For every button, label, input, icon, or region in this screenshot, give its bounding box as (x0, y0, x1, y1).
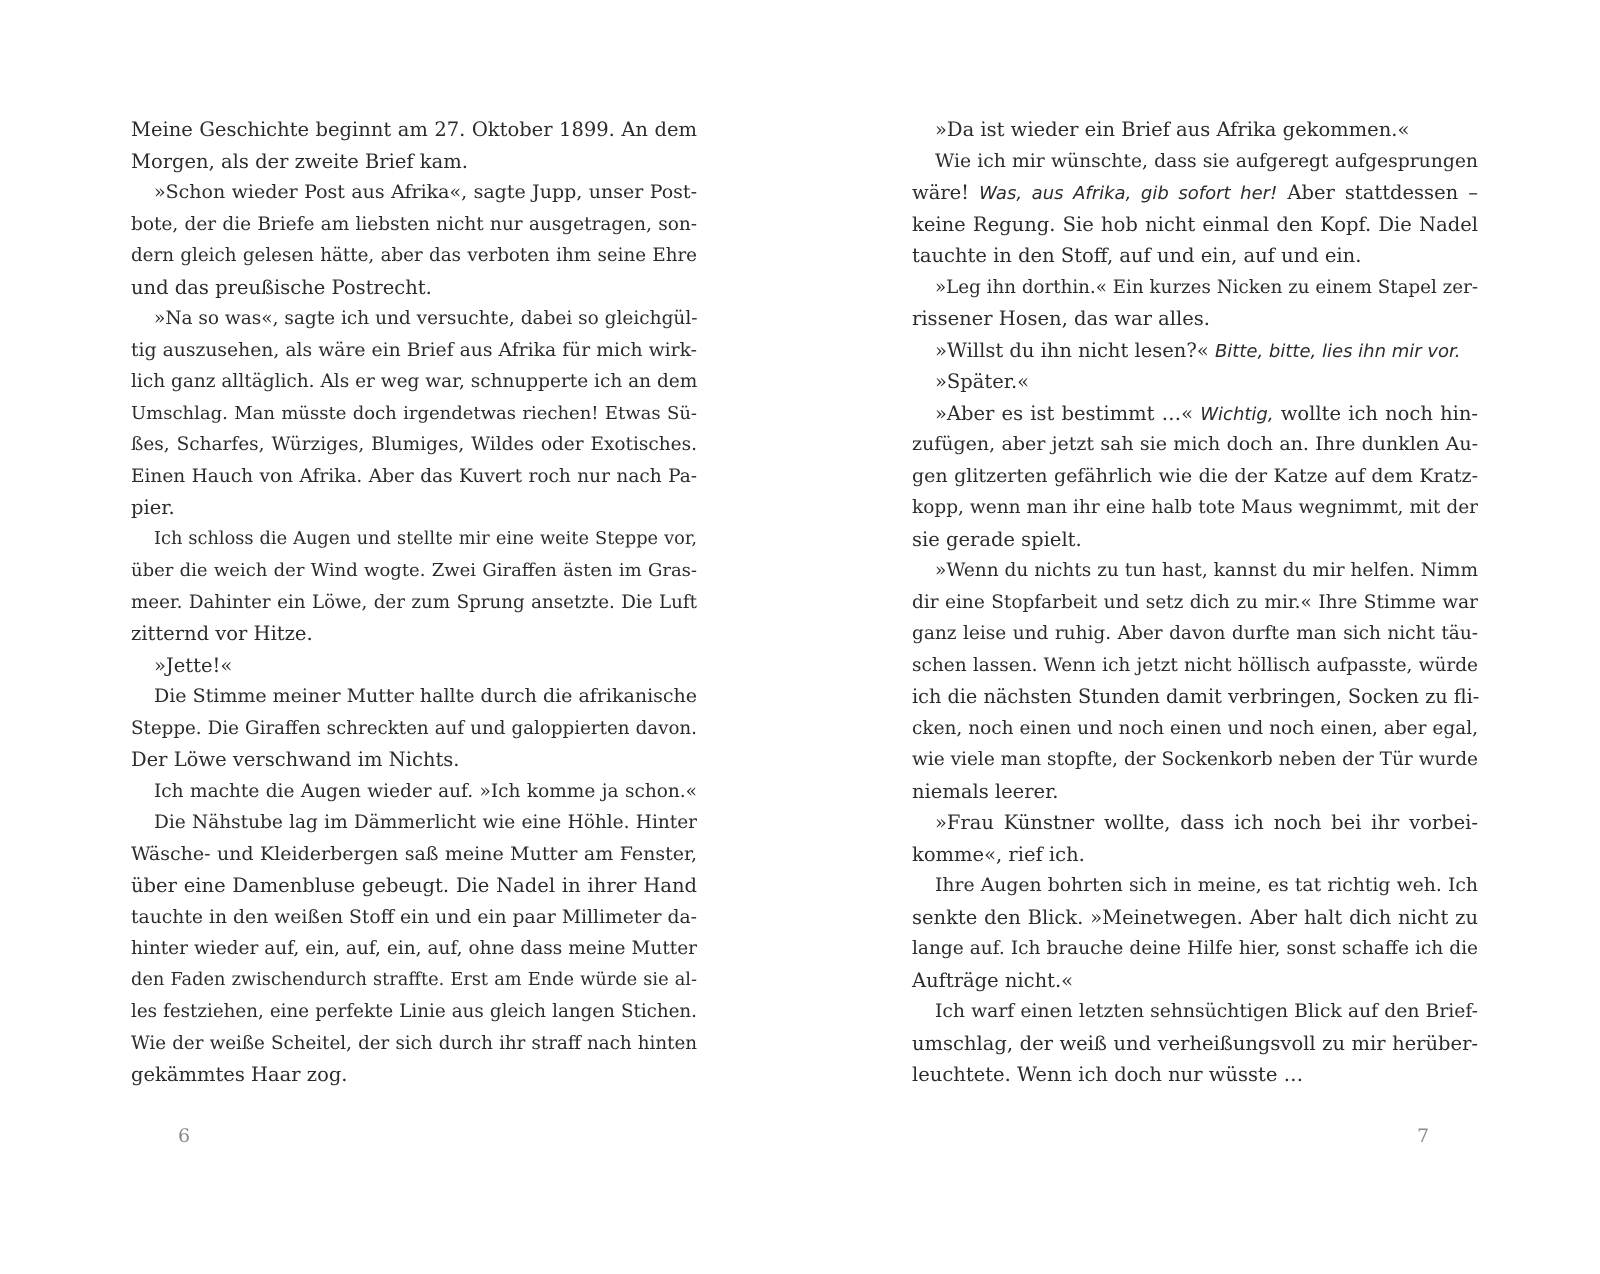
text-line (912, 744, 1478, 776)
text-line (912, 398, 1478, 430)
text-line (912, 146, 1478, 178)
text-run: keine Regung. Sie hob nicht einmal den Kopf. Die Nadel (912, 212, 1478, 236)
text-line (912, 681, 1478, 713)
text-run: Ihre Augen bohrten sich in meine, es tat richtig weh. Ich (935, 875, 1478, 896)
page-number-left: 6 (178, 1125, 191, 1147)
text-line (912, 114, 1478, 146)
text-run: lange auf. Ich brauche deine Hilfe hier, sonst schaffe ich die (912, 938, 1478, 959)
text-line: bote, der die Briefe am liebsten nicht nur ausgetragen, son- (131, 213, 697, 235)
text-line: Umschlag. Man müsste doch irgendetwas riechen! Etwas Sü- (131, 402, 697, 424)
text-line: Einen Hauch von Afrika. Aber das Kuvert roch nur nach Pa- (131, 465, 697, 487)
text-line (912, 1028, 1478, 1060)
text-line (912, 209, 1478, 241)
text-run: umschlag, der weiß und verheißungsvoll zu mir herüber- (912, 1031, 1478, 1055)
text-line (912, 587, 1478, 619)
text-line (912, 177, 1478, 209)
text-run: komme«, rief ich. (912, 842, 1085, 866)
text-run: dir eine Stopfarbeit und setz dich zu mir.« Ihre Stimme war (912, 591, 1478, 613)
text-run: Aufträge nicht.« (912, 968, 1074, 992)
text-line: Die Stimme meiner Mutter hallte durch die afrikanische (154, 685, 698, 707)
text-line (912, 933, 1478, 965)
text-run: »Willst du ihn nicht lesen?« (935, 338, 1215, 362)
text-line: Ich schloss die Augen und stellte mir eine weite Steppe vor, (154, 528, 697, 549)
text-run: rissener Hosen, das war alles. (912, 307, 1210, 330)
text-line: Wäsche- und Kleiderbergen saß meine Mutter am Fenster, (131, 842, 697, 865)
text-run: zufügen, aber jetzt sah sie mich doch an. Ihre dunklen Au- (912, 433, 1478, 455)
text-line (912, 996, 1478, 1028)
text-line (912, 713, 1478, 745)
text-line: über die weich der Wind wogte. Zwei Giraffen ästen im Gras- (131, 560, 697, 581)
text-run: ganz leise und ruhig. Aber davon durfte man sich nicht täu- (912, 623, 1478, 644)
text-run: wäre! (912, 181, 980, 204)
text-line (912, 335, 1478, 367)
text-line (912, 461, 1478, 493)
text-line: hinter wieder auf, ein, auf, ein, auf, ohne dass meine Mutter (131, 938, 697, 959)
text-line: Der Löwe verschwand im Nichts. (131, 748, 460, 771)
text-run: wie viele man stopfte, der Sockenkorb neben der Tür wurde (912, 749, 1478, 770)
text-line: zitternd vor Hitze. (131, 622, 313, 645)
italic-text: Was, aus Afrika, gib sofort her! (979, 183, 1278, 204)
text-line: les festziehen, eine perfekte Linie aus gleich langen Stichen. (131, 1001, 697, 1022)
text-run: kopp, wenn man ihr eine halb tote Maus wegnimmt, mit der (912, 497, 1478, 518)
text-line (912, 303, 1478, 335)
text-line (912, 366, 1478, 398)
text-line (912, 1059, 1478, 1091)
text-line (912, 492, 1478, 524)
text-run: Ich warf einen letzten sehnsüchtigen Blick auf den Brief- (935, 1001, 1478, 1022)
italic-text: Bitte, bitte, lies ihn mir vor. (1214, 340, 1461, 362)
text-line (912, 776, 1478, 808)
text-line (912, 965, 1478, 997)
text-run: Aber stattdessen – (1277, 181, 1479, 204)
text-line (912, 807, 1478, 839)
text-line (912, 618, 1478, 650)
text-line: tauchte in den weißen Stoff ein und ein paar Millimeter da- (131, 906, 697, 928)
page-number-right: 7 (1417, 1125, 1430, 1147)
text-line (912, 429, 1478, 461)
right-page-text (912, 114, 1478, 1091)
text-run: leuchtete. Wenn ich doch nur wüsste … (912, 1063, 1304, 1086)
text-line (912, 650, 1478, 682)
text-run: niemals leerer. (912, 779, 1059, 803)
text-run: »Später.« (935, 370, 1030, 393)
text-line: Meine Geschichte beginnt am 27. Oktober 1899. An dem (131, 118, 697, 141)
text-run: cken, noch einen und noch einen und noch einen, aber egal, (912, 717, 1478, 739)
text-line (912, 555, 1478, 587)
text-run: »Aber es ist bestimmt …« (935, 401, 1201, 425)
text-line: über eine Damenbluse gebeugt. Die Nadel in ihrer Hand (131, 874, 697, 897)
text-run: »Wenn du nichts zu tun hast, kannst du mir helfen. Nimm (935, 560, 1478, 581)
text-line: gekämmtes Haar zog. (131, 1063, 348, 1086)
text-line: meer. Dahinter ein Löwe, der zum Sprung ansetzte. Die Luft (131, 591, 697, 613)
text-line: »Na so was«, sagte ich und versuchte, dabei so gleichgül- (154, 308, 698, 329)
text-run: »Da ist wieder ein Brief aus Afrika gekommen.« (935, 118, 1410, 141)
text-run: »Leg ihn dorthin.« Ein kurzes Nicken zu einem Stapel zer- (935, 276, 1478, 298)
text-line (912, 240, 1478, 272)
text-line: Ich machte die Augen wieder auf. »Ich komme ja schon.« (154, 780, 697, 802)
text-line: den Faden zwischendurch straffte. Erst am Ende würde sie al- (131, 969, 697, 990)
text-line: Steppe. Die Giraffen schreckten auf und galoppierten davon. (131, 717, 697, 739)
text-run: wollte ich noch hin- (1273, 401, 1479, 425)
text-run: tauchte in den Stoff, auf und ein, auf und ein. (912, 244, 1362, 267)
left-page-text (131, 114, 697, 1091)
text-run: ich die nächsten Stunden damit verbringen, Socken zu fli- (912, 685, 1480, 708)
text-line (912, 902, 1478, 934)
text-run: gen glitzerten gefährlich wie die der Katze auf dem Kratz- (912, 464, 1478, 487)
text-line: Die Nähstube lag im Dämmerlicht wie eine Höhle. Hinter (154, 812, 697, 833)
text-run: senkte den Blick. »Meinetwegen. Aber halt dich nicht zu (912, 905, 1478, 929)
text-line: Morgen, als der zweite Brief kam. (131, 149, 468, 173)
text-line: »Schon wieder Post aus Afrika«, sagte Jupp, unser Post- (154, 181, 697, 203)
text-line (912, 524, 1478, 556)
text-line: dern gleich gelesen hätte, aber das verboten ihm seine Ehre (131, 245, 697, 266)
text-line (912, 839, 1478, 871)
text-run: schen lassen. Wenn ich jetzt nicht höllisch aufpasste, würde (912, 654, 1478, 676)
text-line: tig auszusehen, als wäre ein Brief aus Afrika für mich wirk- (131, 339, 697, 361)
text-line: pier. (131, 496, 175, 519)
text-run: sie gerade spielt. (912, 527, 1082, 551)
text-line: Wie der weiße Scheitel, der sich durch ihr straff nach hinten (131, 1032, 697, 1054)
italic-text: Wichtig, (1200, 403, 1274, 425)
text-line: und das preußische Postrecht. (131, 275, 432, 299)
text-line: lich ganz alltäglich. Als er weg war, schnupperte ich an dem (131, 371, 698, 392)
text-line (912, 870, 1478, 902)
text-line: ßes, Scharfes, Würziges, Blumiges, Wildes oder Exotisches. (131, 434, 697, 455)
text-line (912, 272, 1478, 304)
text-run: »Frau Künstner wollte, dass ich noch bei ihr vorbei- (935, 811, 1478, 834)
text-run: Wie ich mir wünschte, dass sie aufgeregt aufgesprungen (935, 150, 1478, 172)
text-line: »Jette!« (154, 653, 233, 677)
